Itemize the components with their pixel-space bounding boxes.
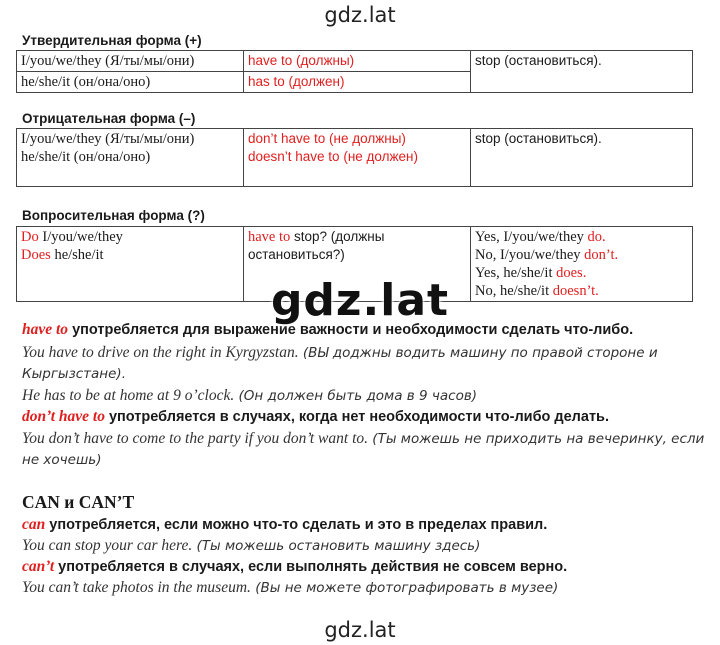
can-heading: CAN и CAN’T	[22, 492, 135, 512]
can-example-keyword: can	[48, 537, 71, 554]
cant-example-en: take photos in the museum.	[78, 579, 251, 596]
question-row-1	[21, 228, 239, 246]
can-example-ru: (Ты можешь остановить машину здесь)	[192, 538, 481, 554]
answer-3-text: Yes, he/she/it	[475, 265, 557, 281]
answer-2-aux: don’t.	[584, 247, 619, 263]
example-1-ru: (ВЫ доджны водить машину по правой стороне и Кыргызстане).	[22, 345, 658, 382]
affirmative-title: Утвердительная форма (+)	[22, 33, 202, 48]
negative-verb-1: don’t have to (не должны)	[248, 131, 406, 146]
cant-rule-text: употребляется в случаях, если выполнять действия не совсем верно.	[54, 559, 568, 575]
aux-does: Does	[21, 247, 51, 263]
affirmative-subject-1: I/you/we/they (Я/ты/мы/они)	[17, 51, 244, 72]
cant-example-ru: (Вы не можете фотографировать в музее)	[250, 580, 559, 596]
question-row-2	[21, 246, 239, 264]
answer-1-text: Yes, I/you/we/they	[475, 229, 588, 245]
example-1-en: drive on the right in Kyrgyzstan.	[93, 344, 299, 361]
example-1-pre: You	[22, 344, 49, 361]
answer-4-text: No, he/she/it	[475, 283, 553, 299]
example-3-en: come to the party if you don’t want to.	[128, 430, 369, 447]
negative-tail: stop (остановиться).	[471, 129, 693, 187]
can-example-pre: You	[22, 537, 49, 554]
question-subject-1: I/you/we/they	[38, 229, 123, 245]
negative-subject-1: I/you/we/they (Я/ты/мы/они)	[21, 131, 195, 147]
negative-title: Отрицательная форма (–)	[22, 111, 196, 126]
cant-rule	[22, 557, 712, 577]
example-2	[22, 386, 712, 406]
cant-example-pre: You	[22, 579, 49, 596]
question-verb: have to	[248, 229, 291, 245]
answer-1-aux: do.	[587, 229, 606, 245]
answer-2-text: No, I/you/we/they	[475, 247, 585, 263]
watermark-top: gdz.lat	[324, 3, 396, 27]
watermark-bottom: gdz.lat	[324, 618, 396, 642]
affirmative-verb-2: has to (должен)	[244, 72, 471, 93]
aux-do: Do	[21, 229, 39, 245]
example-2-pre: He	[22, 387, 44, 404]
affirmative-table	[16, 50, 693, 93]
can-rule-text: употребляется, если можно что-то сделать и это в пределах правил.	[45, 517, 548, 533]
answer-1	[475, 228, 688, 246]
have-to-term: have to	[22, 321, 69, 338]
dont-have-to-term: don’t have to	[22, 408, 105, 425]
example-2-en: be at home at 9 o’clock.	[81, 387, 235, 404]
example-3-keyword: don’t have to	[48, 430, 129, 447]
have-to-rule-text: употребляется для выражение важности и необходимости сделать что-либо.	[68, 322, 634, 338]
watermark-center: gdz.lat	[270, 275, 450, 326]
affirmative-verb-1: have to (должны)	[244, 51, 471, 72]
answer-3-aux: does.	[556, 265, 587, 281]
example-3-ru: (Ты можешь не приходить на вечеринку, если не хочешь)	[22, 431, 705, 468]
question-title: Вопросительная форма (?)	[22, 208, 205, 223]
cant-term: can’t	[22, 558, 55, 575]
example-1-keyword: have to	[48, 344, 94, 361]
can-term: can	[22, 516, 46, 533]
negative-verb-2: doesn’t have to (не должен)	[248, 149, 418, 164]
affirmative-tail: stop (остановиться).	[471, 51, 693, 93]
example-2-ru: (Он должен быть дома в 9 часов)	[234, 388, 478, 404]
answer-4-aux: doesn’t.	[552, 283, 599, 299]
answer-2	[475, 246, 688, 264]
can-example-en: stop your car here.	[70, 537, 193, 554]
example-3	[22, 428, 712, 471]
example-2-keyword: has to	[43, 387, 82, 404]
can-rule	[22, 515, 712, 535]
negative-subjects	[17, 129, 244, 187]
negative-table	[16, 128, 693, 187]
negative-verbs	[244, 129, 471, 187]
question-verb-tail: stop? (должны остановиться?)	[248, 229, 385, 262]
dont-have-to-rule	[22, 407, 712, 427]
example-1	[22, 342, 712, 385]
can-example	[22, 536, 712, 556]
cant-example	[22, 578, 712, 598]
question-subject-2: he/she/it	[50, 247, 104, 263]
dont-have-to-rule-text: употребляется в случаях, когда нет необходимости что-либо делать.	[104, 409, 609, 425]
negative-subject-2: he/she/it (он/она/оно)	[21, 149, 151, 165]
example-3-pre: You	[22, 430, 49, 447]
affirmative-subject-2: he/she/it (он/она/оно)	[17, 72, 244, 93]
cant-example-keyword: can’t	[48, 579, 79, 596]
